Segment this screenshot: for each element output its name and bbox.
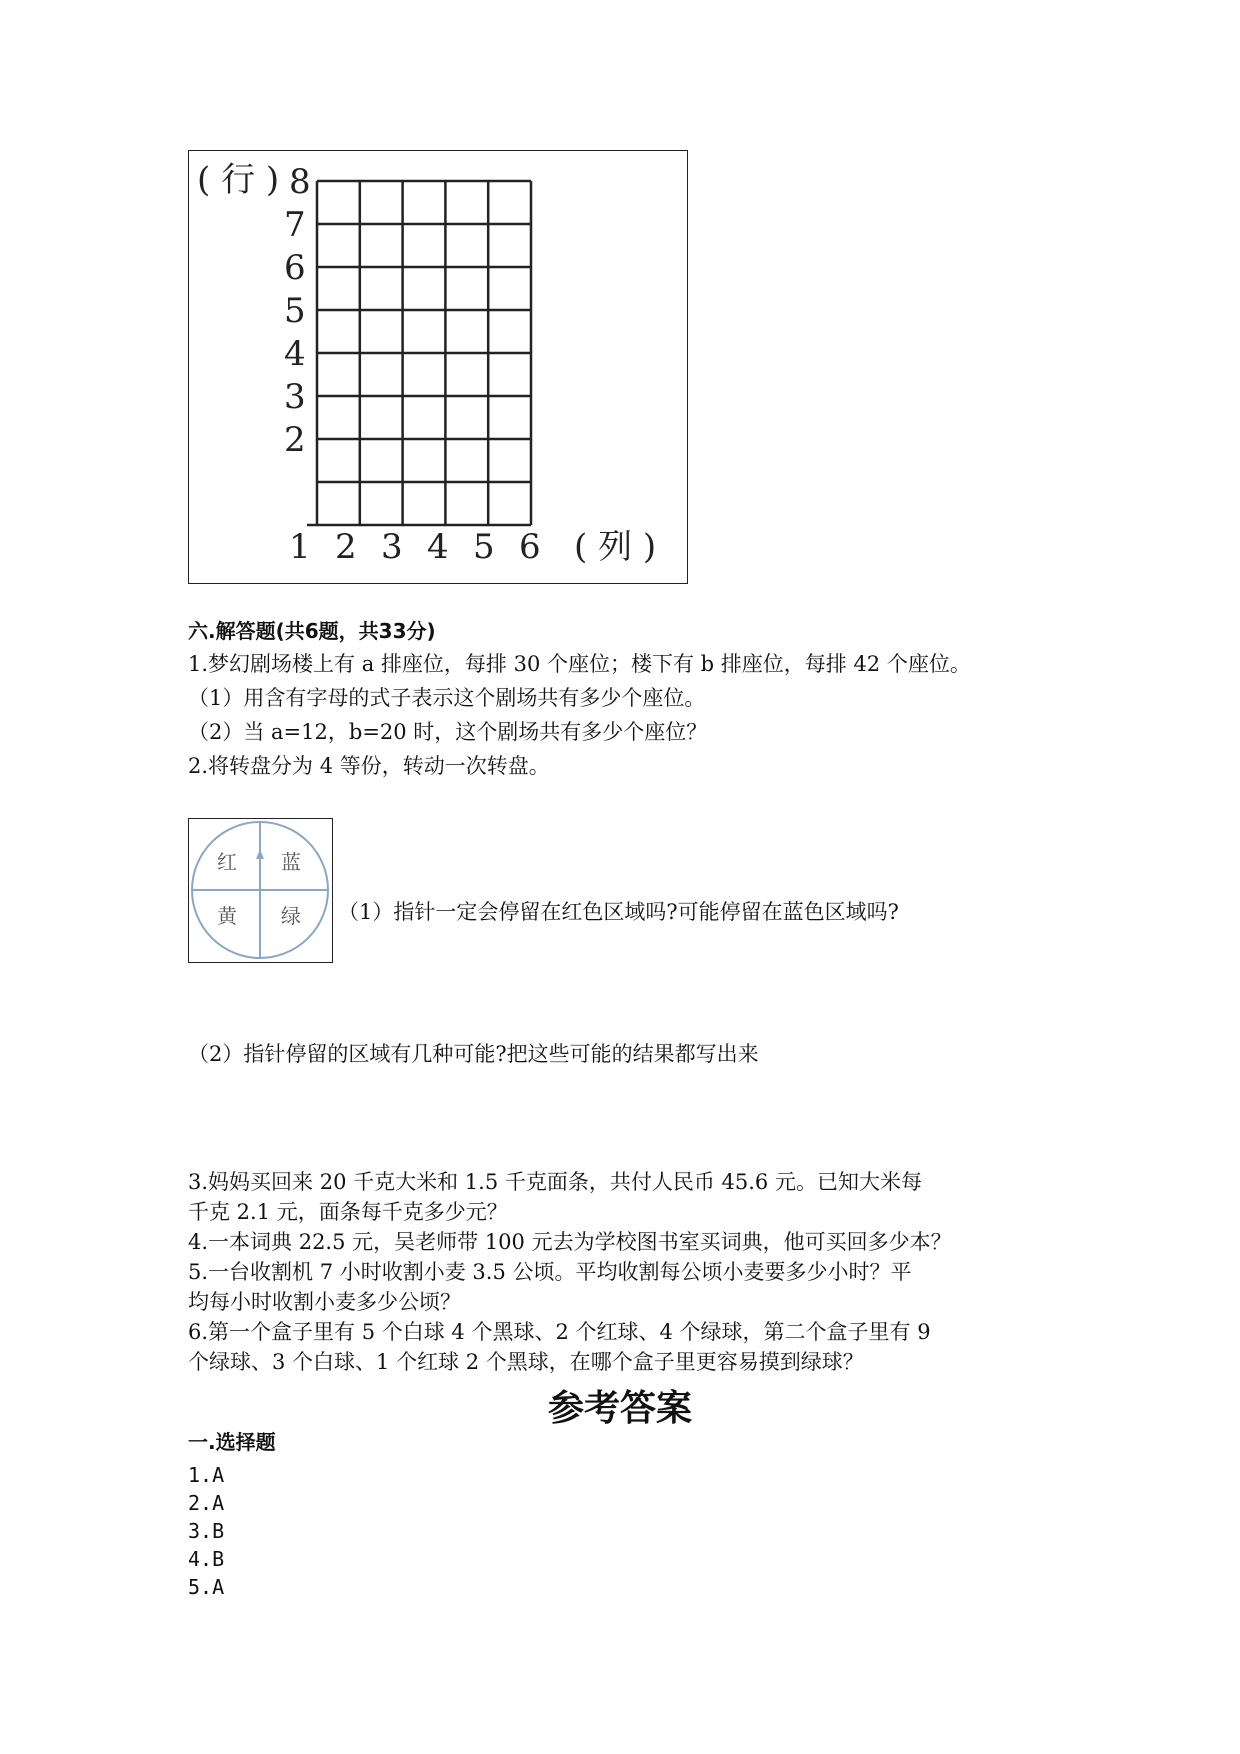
question-5-line-1: 5.一台收割机 7 小时收割小麦 3.5 公顷。平均收割每公顷小麦要多少小时？平 [188,1260,912,1284]
col-label: 3 [381,527,403,567]
col-label: 5 [473,527,495,567]
row-label: 6 [284,248,306,288]
grid-figure [188,150,688,584]
col-label: 4 [427,527,449,567]
answer-item: 5.A [188,1575,225,1599]
answer-item: 3.B [188,1519,225,1543]
question-3-line-2: 千克 2.1 元，面条每千克多少元？ [188,1200,508,1224]
col-labels [289,527,541,567]
spinner-svg [189,819,331,961]
row-label: 2 [284,420,306,460]
row-axis-label: ( 行 ) [197,160,280,200]
question-3-line-1: 3.妈妈买回来 20 千克大米和 1.5 千克面条，共付人民币 45.6 元。已知大米每 [188,1170,922,1194]
answer-item: 2.A [188,1491,225,1515]
row-label: 3 [284,377,306,417]
grid-svg [189,151,686,582]
answers-title: 参考答案 [547,1387,692,1429]
question-6-line-2: 个绿球、3 个白球、1 个红球 2 个黑球，在哪个盒子里更容易摸到绿球？ [188,1350,864,1374]
answer-item: 1.A [188,1463,225,1487]
spinner-figure [188,818,333,963]
question-6-line-1: 6.第一个盒子里有 5 个白球 4 个黑球、2 个红球、4 个绿球，第二个盒子里有 9 [188,1320,931,1344]
question-1-part-2: （2）当 a=12，b=20 时，这个剧场共有多少个座位？ [188,720,708,744]
question-2: 2.将转盘分为 4 等份，转动一次转盘。 [188,754,550,778]
question-1-part-1: （1）用含有字母的式子表示这个剧场共有多少个座位。 [188,686,706,710]
answers-section1-heading: 一.选择题 [188,1430,276,1454]
question-5-line-2: 均每小时收割小麦多少公顷？ [188,1290,461,1314]
question-4: 4.一本词典 22.5 元，吴老师带 100 元去为学校图书室买词典，他可买回多少本？ [188,1230,952,1254]
row-labels [284,162,311,460]
row-label: 8 [289,162,311,202]
row-label: 7 [284,205,306,245]
pointer-arrow-icon [256,849,264,859]
spinner-label-red: 红 [217,850,237,874]
row-label: 4 [284,334,306,374]
col-axis-label: ( 列 ) [574,527,657,567]
grid-lines [307,181,531,525]
row-label: 5 [284,291,306,331]
question-2-part-1: （1）指针一定会停留在红色区域吗?可能停留在蓝色区域吗? [338,900,899,924]
col-label: 6 [519,527,541,567]
question-2-part-2: （2）指针停留的区域有几种可能?把这些可能的结果都写出来 [188,1042,759,1066]
col-label: 2 [335,527,357,567]
spinner-label-blue: 蓝 [281,850,301,874]
section6-heading: 六.解答题(共6题，共33分) [188,619,436,643]
spinner-label-green: 绿 [281,904,301,928]
question-1: 1.梦幻剧场楼上有 a 排座位，每排 30 个座位；楼下有 b 排座位，每排 42 个座位。 [188,652,971,676]
col-label: 1 [289,527,311,567]
spinner-label-yellow: 黄 [217,904,237,928]
answer-item: 4.B [188,1547,225,1571]
